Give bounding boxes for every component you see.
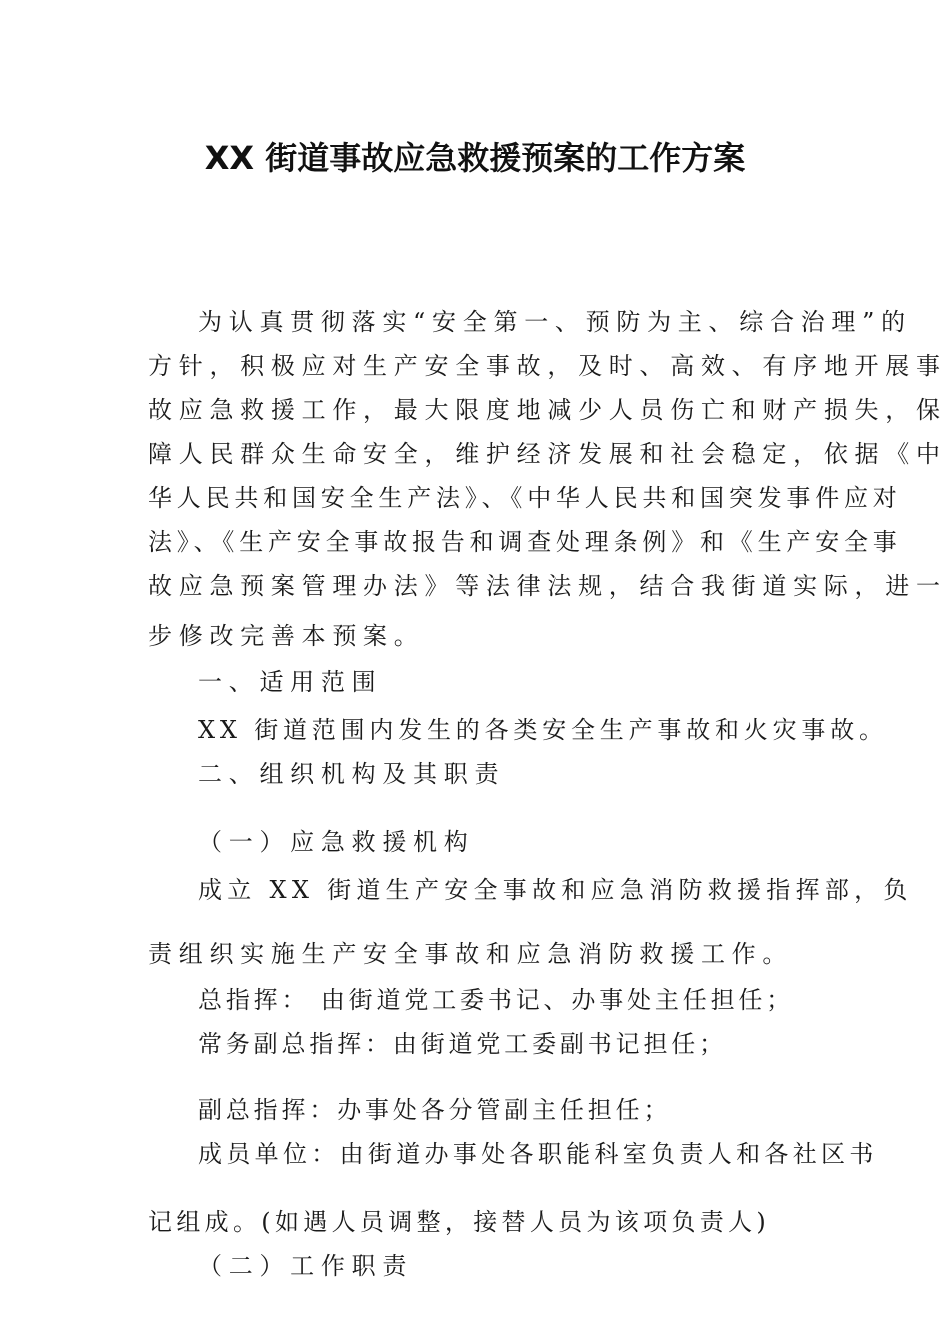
body-line-5: 华人民共和国安全生产法》、《中华人民共和国突发事件应对 <box>148 484 902 512</box>
commander-line: 总指挥： 由街道党工委书记、办事处主任担任； <box>198 986 795 1014</box>
body-line-4: 障人民群众生命安全，维护经济发展和社会稳定，依据《中 <box>148 440 947 468</box>
section-heading-scope: 一、适用范围 <box>198 668 383 696</box>
subsection-heading-duties: （二）工作职责 <box>198 1252 414 1280</box>
body-line-1: 为认真贯彻落实“安全第一、预防为主、综合治理”的 <box>198 308 912 336</box>
body-line-7: 故应急预案管理办法》等法律法规，结合我街道实际，进一 <box>148 572 947 600</box>
member-units-line: 成员单位：由街道办事处各职能科室负责人和各社区书 <box>198 1140 878 1168</box>
body-line-responsibility: 责组织实施生产安全事故和应急消防救援工作。 <box>148 940 794 968</box>
document-title: XX 街道事故应急救援预案的工作方案 <box>204 139 746 177</box>
body-line-8: 步修改完善本预案。 <box>148 622 425 650</box>
body-line-3: 故应急救援工作，最大限度地减少人员伤亡和财产损失，保 <box>148 396 947 424</box>
body-line-6: 法》、《生产安全事故报告和调查处理条例》和《生产安全事 <box>148 528 902 556</box>
deputy-commander-line: 副总指挥：办事处各分管副主任担任； <box>198 1096 672 1124</box>
subsection-heading-rescue-agency: （一）应急救援机构 <box>198 828 475 856</box>
body-line-2: 方针，积极应对生产安全事故，及时、高效、有序地开展事 <box>148 352 947 380</box>
scope-text: XX 街道范围内发生的各类安全生产事故和火灾事故。 <box>198 716 888 744</box>
executive-deputy-line: 常务副总指挥：由街道党工委副书记担任； <box>198 1030 727 1058</box>
body-line-establish: 成立 XX 街道生产安全事故和应急消防救援指挥部，负 <box>198 876 913 904</box>
member-units-continuation: 记组成。(如遇人员调整，接替人员为该项负责人) <box>148 1208 771 1236</box>
section-heading-organization: 二、组织机构及其职责 <box>198 760 506 788</box>
